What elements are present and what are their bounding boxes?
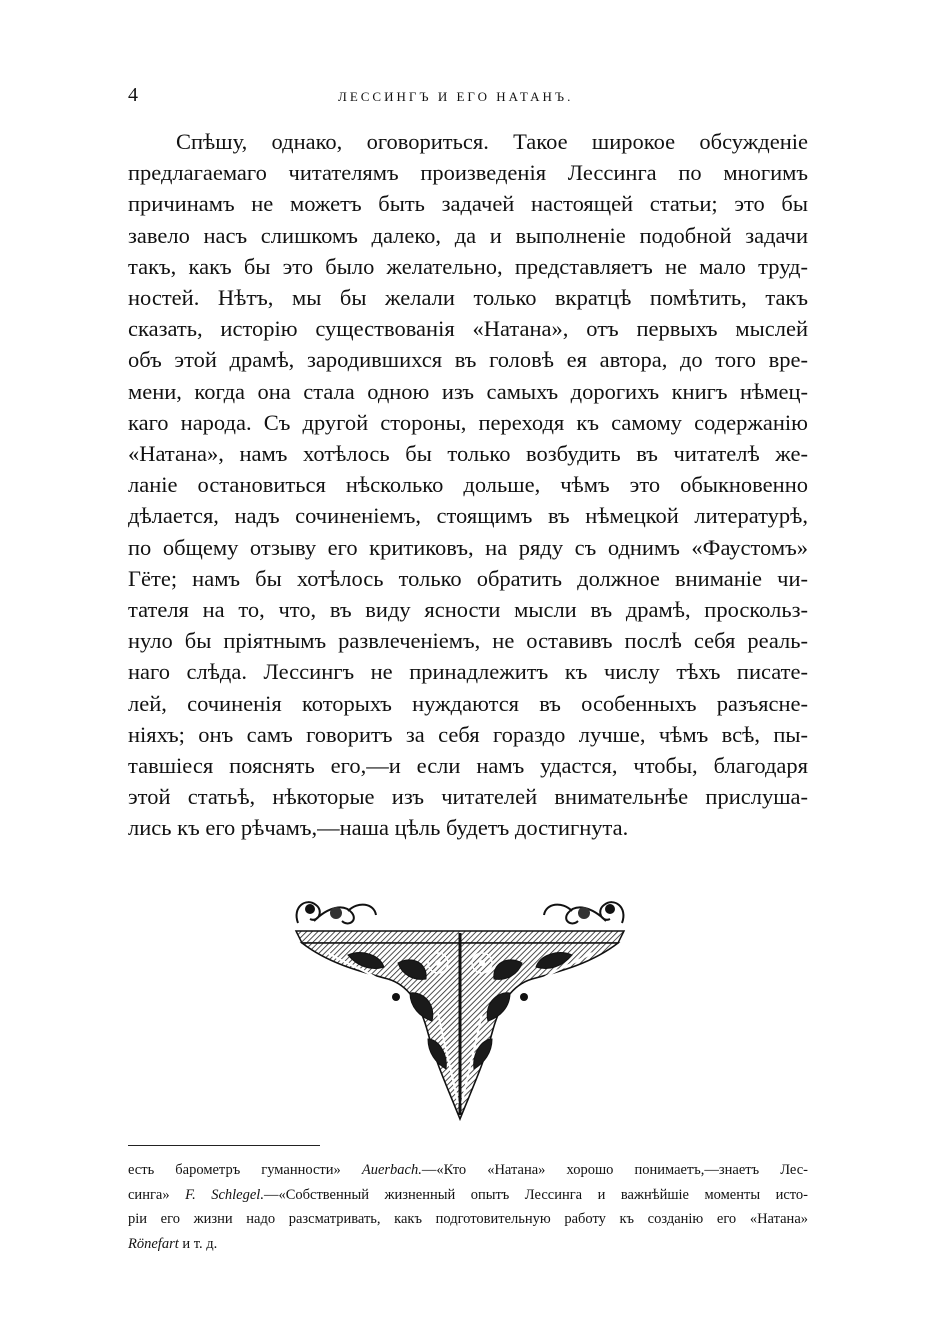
footnote-text: —«Собственный жизненный опытъ Лессинга и важнѣйшіе моменты исто- (263, 1186, 808, 1203)
body-line: мени, когда она стала одною изъ самыхъ дорогихъ книгъ нѣмец- (128, 378, 808, 404)
page-header (128, 84, 808, 110)
body-line: Спѣшу, однако, оговориться. Такое широкое обсужденіе (176, 129, 808, 154)
body-line: каго народа. Съ другой стороны, переходя къ самому содержанію (128, 409, 808, 435)
body-line: ніяхъ; онъ самъ говоритъ за себя гораздо лучше, чѣмъ всѣ, пы- (128, 721, 808, 747)
footnote-text: есть барометръ гуманности» (128, 1162, 362, 1178)
footnote-author: Rönefart (128, 1235, 179, 1252)
body-line: лись къ его рѣчамъ,—наша цѣль будетъ достигнута. (128, 815, 629, 841)
body-line: «Натана», намъ хотѣлось бы только возбудить въ читателѣ же- (128, 441, 808, 467)
body-line: наго слѣда. Лессингъ не принадлежитъ къ числу тѣхъ писате- (128, 659, 808, 685)
footnote-line: ріи его жизни надо разсматривать, какъ подготовительную работу къ созданію его «Натана» (128, 1211, 808, 1227)
body-line: нуло бы пріятнымъ развлеченіемъ, не оставивъ послѣ себя реаль- (128, 628, 808, 654)
page-number: 4 (128, 84, 138, 106)
body-line: этой статьѣ, нѣкоторые изъ читателей внимательнѣе прислуша- (128, 784, 808, 810)
body-text (128, 126, 808, 844)
body-line: завело насъ слишкомъ далеко, да и выполненіе подобной задачи (128, 222, 808, 248)
decorative-tailpiece-icon (288, 893, 632, 1123)
footnote-line (128, 1232, 808, 1257)
footnote-text: —«Кто «Натана» хорошо понимаетъ,—знаетъ Лес- (421, 1162, 808, 1178)
body-line: причинамъ не можетъ быть задачей настоящей статьи; это бы (128, 191, 808, 217)
footnote-text: и т. д. (178, 1235, 218, 1252)
footnote-line (128, 1183, 808, 1208)
footnote-author: F. Schlegel. (185, 1186, 264, 1203)
footnote-rule (128, 1145, 320, 1146)
body-line: ланіе остановиться нѣсколько дольше, чѣмъ это обыкновенно (128, 472, 808, 498)
running-head: ЛЕССИНГЪ И ЕГО НАТАНЪ. (338, 89, 574, 104)
body-line: дѣлается, надъ сочиненіемъ, стоящимъ въ нѣмецкой литературѣ, (128, 503, 808, 529)
body-line: предлагаемаго читателямъ произведенія Лессинга по многимъ (128, 160, 808, 186)
body-line: такъ, какъ бы это было желательно, представляетъ не мало труд- (128, 253, 808, 279)
footnotes (128, 1158, 808, 1256)
footnote-text: синга» (128, 1186, 186, 1203)
body-line: сказать, исторію существованія «Натана», отъ первыхъ мыслей (128, 316, 808, 342)
body-line: ностей. Нѣтъ, мы бы желали только вкратцѣ помѣтить, такъ (128, 285, 808, 311)
body-line: Гёте; намъ бы хотѣлось только обратить должное вниманіе чи- (128, 565, 808, 591)
body-line: по общему отзыву его критиковъ, на ряду съ однимъ «Фаустомъ» (128, 534, 808, 560)
body-line: объ этой драмѣ, зародившихся въ головѣ ея автора, до того вре- (128, 347, 808, 373)
body-line: лей, сочиненія которыхъ нуждаются въ особенныхъ разъясне- (128, 690, 808, 716)
body-line: тателя на то, что, въ виду ясности мысли въ драмѣ, проскольз- (128, 597, 808, 623)
footnote-line (128, 1158, 808, 1183)
body-line: тавшіеся пояснять его,—и если намъ удастся, чтобы, благодаря (128, 753, 808, 779)
footnote-author: Auerbach. (361, 1162, 422, 1178)
